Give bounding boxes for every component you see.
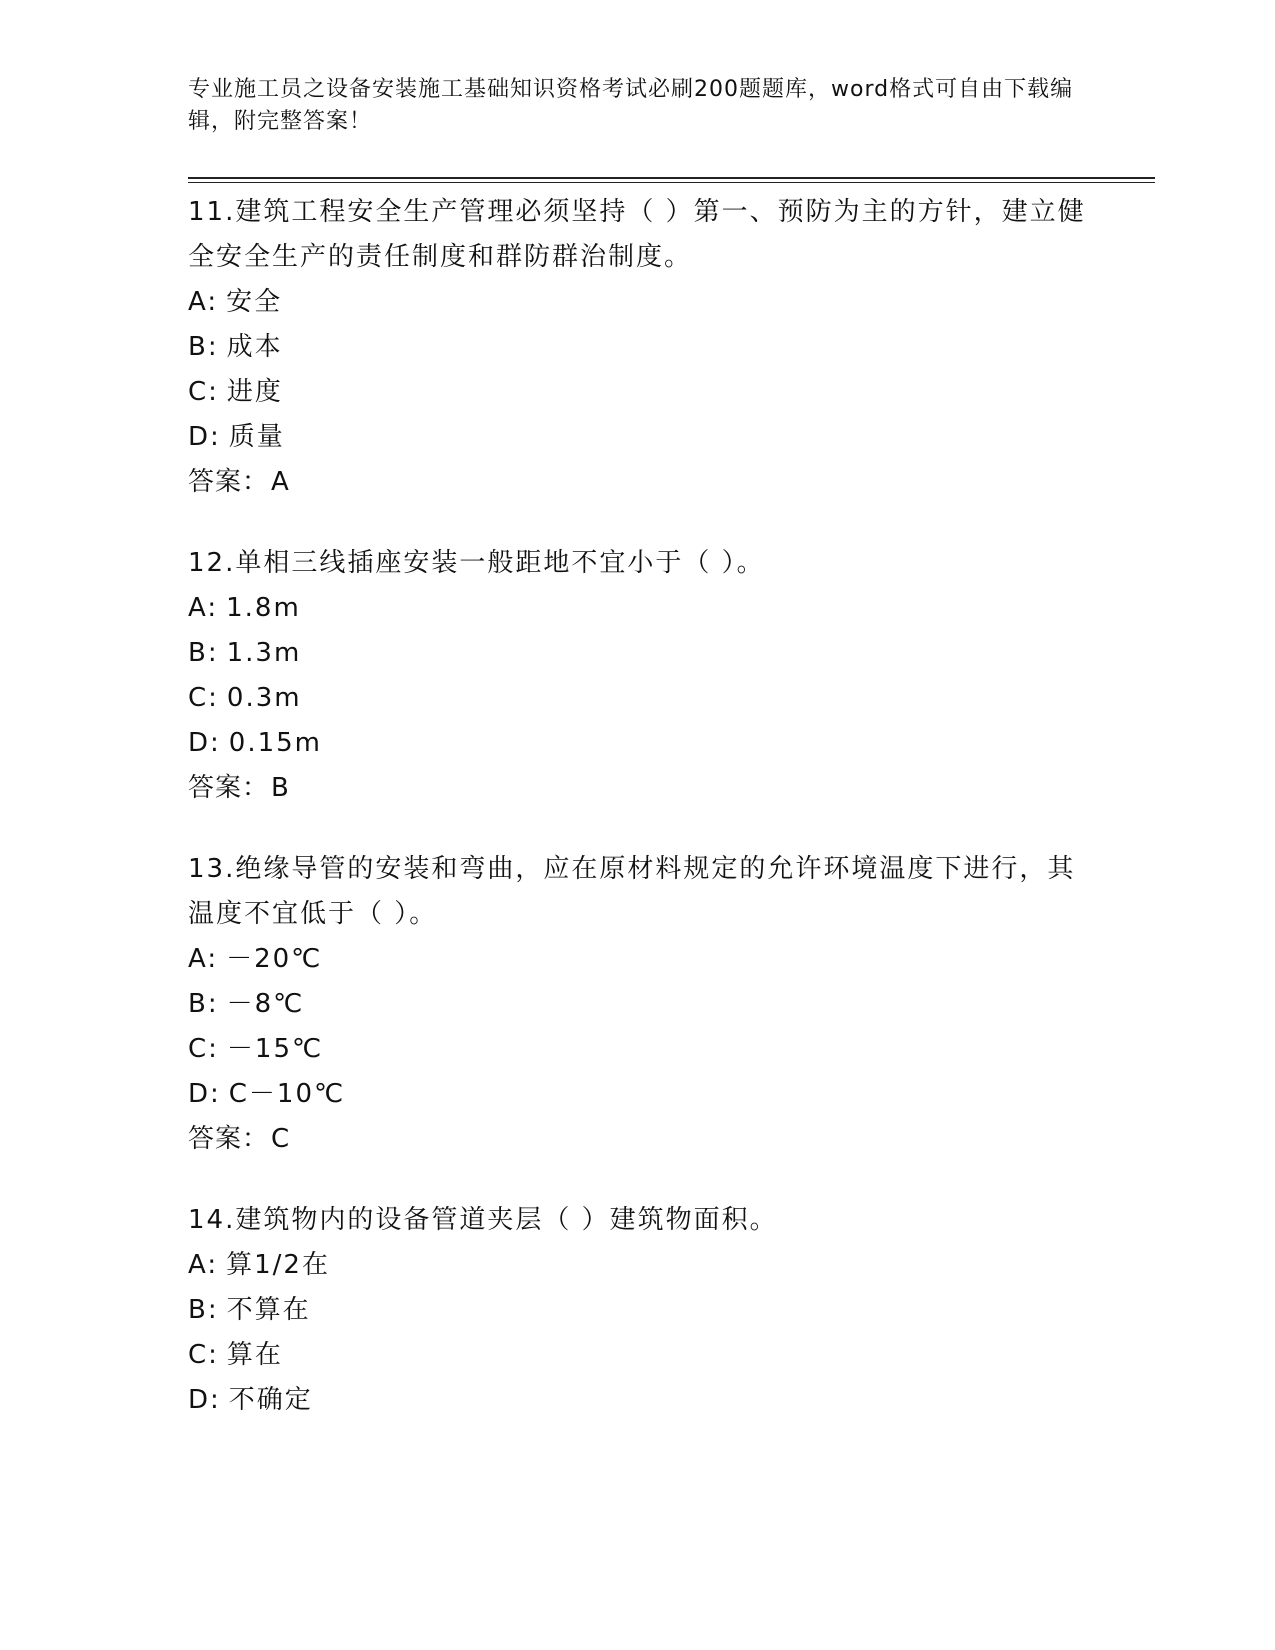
option-d — [188, 721, 1088, 766]
option-b — [188, 982, 1088, 1027]
question-number: 14. — [188, 1205, 236, 1235]
option-letter: D: — [188, 422, 221, 452]
question-13 — [188, 847, 1088, 1162]
question-stem — [188, 190, 1088, 280]
question-text: 建筑物内的设备管道夹层（ ）建筑物面积。 — [235, 1205, 778, 1235]
option-letter: D: — [188, 1079, 221, 1109]
question-text: 绝缘导管的安装和弯曲，应在原材料规定的允许环境温度下进行，其温度不宜低于（ ）。 — [188, 854, 1076, 929]
option-text: 质量 — [228, 422, 285, 452]
option-text: －8℃ — [226, 989, 305, 1019]
question-number: 12. — [188, 548, 236, 578]
answer-line — [188, 1117, 1088, 1162]
question-number: 13. — [188, 854, 236, 884]
question-number: 11. — [188, 197, 236, 227]
option-letter: C: — [188, 1340, 219, 1370]
option-text: C－10℃ — [228, 1079, 346, 1109]
option-text: 1.8m — [226, 593, 301, 623]
answer-label: 答案： — [188, 467, 270, 497]
option-text: 安全 — [226, 287, 283, 317]
option-letter: B: — [188, 638, 219, 668]
header-divider-thick — [188, 177, 1155, 179]
option-text: 1.3m — [226, 638, 302, 668]
option-text: 0.15m — [228, 728, 322, 758]
option-b — [188, 631, 1088, 676]
option-text: 不算在 — [226, 1295, 311, 1325]
option-letter: B: — [188, 989, 219, 1019]
option-letter: C: — [188, 683, 219, 713]
option-a — [188, 586, 1088, 631]
option-text: 算在 — [226, 1340, 283, 1370]
option-c — [188, 1027, 1088, 1072]
option-letter: D: — [188, 1385, 221, 1415]
answer-line — [188, 766, 1088, 811]
document-header: 专业施工员之设备安装施工基础知识资格考试必刷200题题库，word格式可自由下载编辑，附完整答案！ — [188, 77, 1074, 134]
option-b — [188, 1288, 1088, 1333]
option-c — [188, 1333, 1088, 1378]
option-text: 成本 — [226, 332, 283, 362]
option-text: 算1/2在 — [226, 1250, 330, 1280]
option-letter: B: — [188, 1295, 219, 1325]
question-stem — [188, 1198, 1088, 1243]
answer-label: 答案： — [188, 773, 270, 803]
option-text: 不确定 — [228, 1385, 313, 1415]
answer-value: A — [271, 467, 290, 497]
option-a — [188, 280, 1088, 325]
option-letter: A: — [188, 1250, 219, 1280]
question-stem — [188, 541, 1088, 586]
option-d — [188, 1072, 1088, 1117]
option-text: －15℃ — [226, 1034, 324, 1064]
question-list — [188, 190, 1088, 1459]
option-b — [188, 325, 1088, 370]
option-a — [188, 1243, 1088, 1288]
option-letter: A: — [188, 593, 219, 623]
option-letter: C: — [188, 377, 219, 407]
option-d — [188, 415, 1088, 460]
option-c — [188, 370, 1088, 415]
option-letter: D: — [188, 728, 221, 758]
question-text: 建筑工程安全生产管理必须坚持（ ）第一、预防为主的方针，建立健全安全生产的责任制度和群防群治制度。 — [188, 197, 1086, 272]
option-letter: A: — [188, 287, 219, 317]
question-14 — [188, 1198, 1088, 1423]
question-text: 单相三线插座安装一般距地不宜小于（ ）。 — [235, 548, 765, 578]
answer-label: 答案： — [188, 1124, 270, 1154]
question-12 — [188, 541, 1088, 811]
option-text: －20℃ — [226, 944, 323, 974]
option-letter: A: — [188, 944, 219, 974]
option-text: 0.3m — [226, 683, 302, 713]
option-a — [188, 937, 1088, 982]
option-letter: B: — [188, 332, 219, 362]
option-c — [188, 676, 1088, 721]
answer-value: B — [271, 773, 290, 803]
option-text: 进度 — [226, 377, 283, 407]
header-divider-thin — [188, 182, 1155, 183]
question-stem — [188, 847, 1088, 937]
option-letter: C: — [188, 1034, 219, 1064]
answer-value: C — [271, 1124, 291, 1154]
option-d — [188, 1378, 1088, 1423]
answer-line — [188, 460, 1088, 505]
question-11 — [188, 190, 1088, 505]
